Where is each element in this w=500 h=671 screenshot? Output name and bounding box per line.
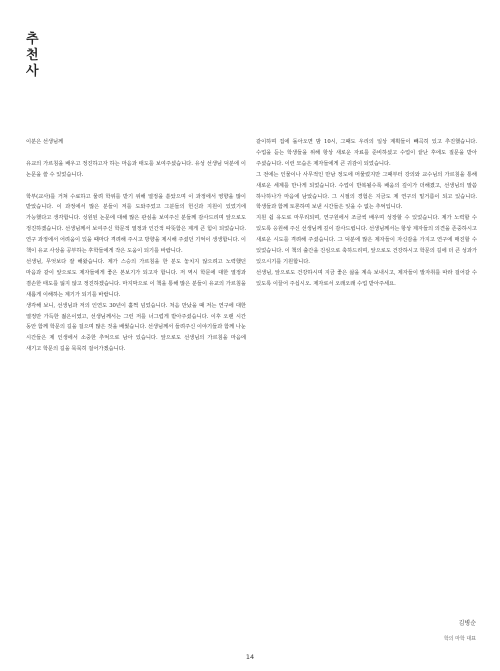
right-paragraph-1: 같이하며 집에 돌아오면 밤 10시, 그때도 우리의 일상 계획들이 빼곡히 있고 추진했습니다. 수업을 듣는 학생들을 위해 항상 새로운 자료를 준비하셨고 수업이 끝난 후에도 질문을 받아 주셨습니다. 이런 모습은 제자들에게 큰 귀감이 되었습니다. (256, 139, 477, 167)
signature-name: 김병순 (458, 620, 476, 627)
signature-role: 학의 마학 대표 (443, 636, 476, 642)
left-paragraph-3: 생각해 보니, 선생님과 저의 인연도 30년이 훌쩍 넘었습니다. 처음 만났을 때 저는 연구에 대한 열정만 가득한 젊은이였고, 선생님께서는 그런 저를 너그럽게 받아주셨습니다. 이후 오랜 시간 동안 함께 학문의 길을 걸으며 많은 것을 배웠습니다. 선생님께서 들려주신 이야기들과 함께 나눈 시간들은 제 인생에서 소중한 추억으로 남아 있습니다. 앞으로도 선생님의 가르침을 마음에 새기고 학문의 길을 묵묵히 걸어가겠습니다. (26, 302, 246, 353)
right-column (256, 137, 477, 290)
right-paragraph-4: 선생님, 앞으로도 건강하시며 지금 좋은 삶을 계속 보내시고, 제자들이 발자취를 따라 걸어갈 수 있도록 이끌어 주십시오. 제자로서 오래오래 수업 받아주세요. (256, 269, 477, 287)
left-column (26, 137, 246, 355)
left-paragraph-2: 선생님, 무엇보다 잘 해왔습니다. 제가 스승의 가르침을 한 분도 놓치지 않으려고 노력했던 마음과 같이 앞으로도 제자들에게 좋은 본보기가 되고자 합니다. 저 역시 학문에 대한 열정과 겸손한 태도를 잃지 않고 정진하겠습니다. 마지막으로 이 책을 통해 많은 분들이 유교의 가르침을 새롭게 이해하는 계기가 되기를 바랍니다. (26, 258, 246, 298)
signature-block (444, 619, 476, 644)
right-paragraph-2: 그 전에는 인물이나 사무적인 만남 정도에 머물렀지만 그때부터 강의와 교수님의 가르침을 통해 새로운 세계를 만나게 되었습니다. 수업이 반복될수록 배움의 깊이가 더해졌고, 선생님의 말씀 하나하나가 마음에 남았습니다. 그 시절의 경험은 지금도 제 연구의 밑거름이 되고 있습니다. 학생들과 함께 토론하며 보낸 시간들은 잊을 수 없는 추억입니다. (256, 171, 477, 211)
page-title: 추천사 (26, 32, 39, 79)
right-paragraph-3: 지원 쉽 유도로 마무리되며, 연구원에서 조금씩 배우며 성장할 수 있었습니다. 제가 노력할 수 있도록 응원해 주신 선생님께 깊이 감사드립니다. 선생님께서는 항상 제자들의 의견을 존중하시고 새로운 시도를 격려해 주셨습니다. 그 덕분에 많은 제자들이 자신감을 가지고 연구에 매진할 수 있었습니다. 이 책의 출간을 진심으로 축하드리며, 앞으로도 건강하시고 학문의 길에 더 큰 성과가 있으시기를 기원합니다. (256, 215, 477, 265)
left-paragraph-1: 이분은 선생님께 유교의 가르침을 배우고 정진하고자 하는 마음과 태도를 보여주셨습니다. 유성 선생님 덕분에 이 논문을 쓸 수 있었습니다. 학부(교사)를 거쳐 수료하고 물려 학위를 받기 위해 열정을 쏟았으며 이 과정에서 영향을 많이 받았습니다. 이 과정에서 많은 분들이 저를 도와주었고 그분들의 헌신과 지원이 있었기에 가능했다고 생각합니다. 성원된 논문에 대해 많은 관심을 보여주신 분들께 감사드리며 앞으로도 정진하겠습니다. 선생님께서 보여주신 학문적 열정과 인간적 따뜻함은 제게 큰 힘이 되었습니다. 연구 과정에서 어려움이 있을 때마다 격려해 주시고 방향을 제시해 주셨던 기억이 생생합니다. 이 책이 유교 사상을 공부하는 후학들에게 작은 도움이 되기를 바랍니다. (26, 139, 246, 255)
page-number: 14 (245, 653, 255, 661)
